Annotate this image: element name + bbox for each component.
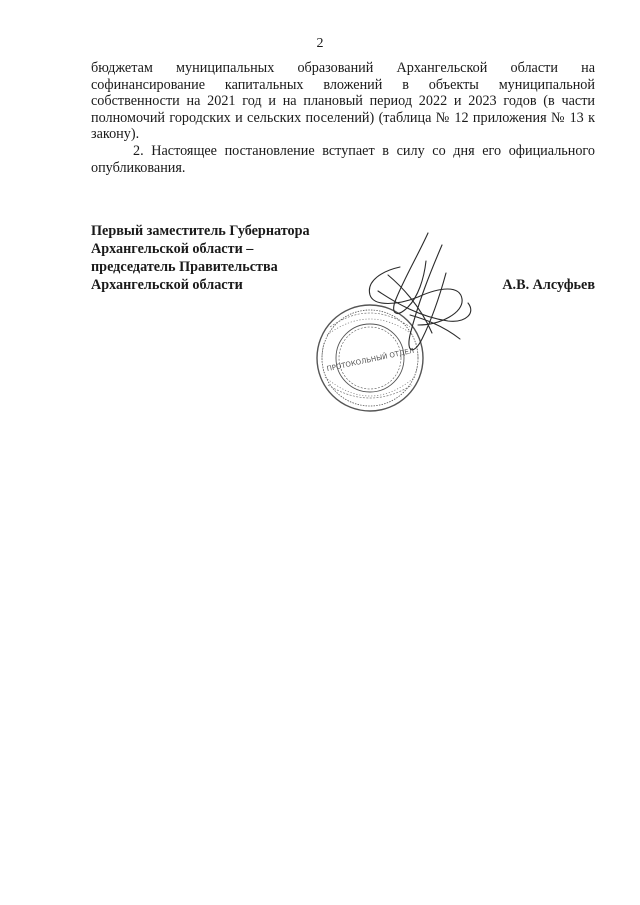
paragraph-continuation: бюджетам муниципальных образований Архангельской области на софинансирование капитальных вложений в объекты муниципальной собственности на 2021 год и на плановый период 2022 и 2023 годов (в части полномочий городских и сельских поселений) (таблица № 12 приложения № 13 к закону). [91,60,595,143]
paragraph-effective-date: 2. Настоящее постановление вступает в силу со дня его официального опубликования. [91,142,595,176]
stamp-text: ПРОТОКОЛЬНЫЙ ОТДЕЛ [325,346,415,374]
signatory-title-line-3: председатель Правительства [91,259,278,275]
signatory-title-line-1: Первый заместитель Губернатора [91,223,310,239]
signature-and-stamp [300,215,490,430]
document-body [91,60,595,176]
signer-name: А.В. Алсуфьев [502,277,595,293]
signatory-title-line-4: Архангельской области [91,277,243,293]
signatory-title-line-2: Архангельской области – [91,241,254,257]
page-number: 2 [316,36,324,51]
handwritten-signature [369,233,470,350]
